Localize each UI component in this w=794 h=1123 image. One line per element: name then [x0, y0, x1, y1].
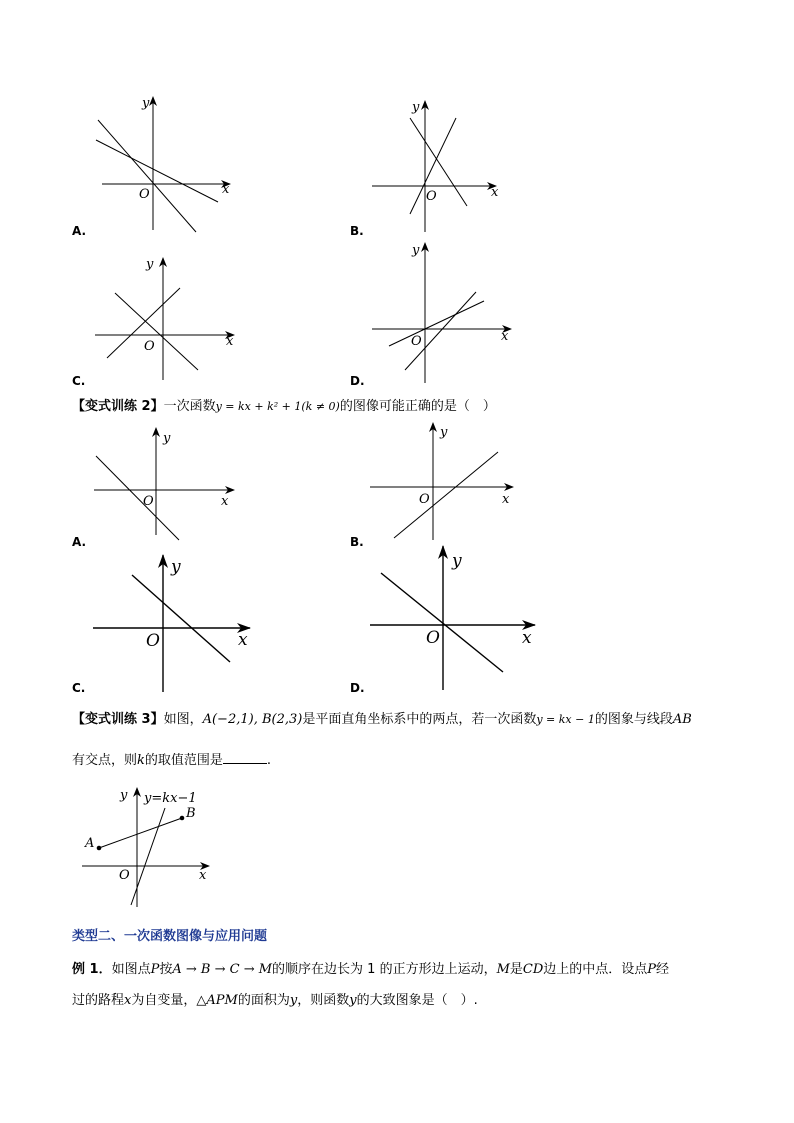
exercise2-text-after: 的图像可能正确的是（ ） — [339, 399, 496, 414]
b-label: B — [186, 806, 196, 821]
x-label: x — [238, 630, 248, 650]
option-b: B. — [350, 535, 364, 549]
exercise3-figure — [82, 788, 209, 907]
option-c: C. — [72, 374, 86, 388]
example1-text: 经 — [656, 962, 670, 977]
x-label: x — [222, 182, 230, 197]
answer-blank[interactable] — [223, 751, 267, 764]
exercise2-formula: y = kx + k² + 1(k ≠ 0) — [215, 400, 340, 413]
point-a — [97, 846, 102, 851]
option-a: A. — [72, 535, 87, 549]
y-label: y — [120, 788, 128, 803]
example1-text: 过的路程 — [72, 993, 125, 1008]
exercise3-formula: y = kx − 1 — [536, 713, 595, 726]
x-label: x — [226, 334, 234, 349]
y-label: y — [142, 96, 150, 111]
example1-text: 为自变量， — [131, 993, 197, 1008]
example1-text: 的顺序在边长为 1 的正方形边上运动， — [272, 962, 497, 977]
exercise3-points: A(−2,1), B(2,3) — [202, 712, 303, 727]
option-d: D. — [350, 681, 365, 695]
x-label: x — [522, 628, 532, 648]
function-line — [405, 292, 476, 370]
segment-ab — [99, 818, 182, 848]
x-label: x — [501, 329, 509, 344]
origin-label: O — [411, 334, 422, 349]
exercise3-label: 【变式训练 3】 — [72, 712, 164, 727]
a-label: A — [85, 836, 95, 851]
math-y: y — [349, 993, 357, 1008]
y-label: y — [412, 243, 420, 258]
example1-text: ，则函数 — [297, 993, 350, 1008]
y-label: y — [146, 257, 154, 272]
function-line — [115, 293, 198, 370]
exercise3-text: 的取值范围是 — [144, 753, 223, 768]
origin-label: O — [119, 868, 130, 883]
math-p: P — [150, 962, 160, 977]
math-cd: CD — [522, 962, 544, 977]
math-y: y — [289, 993, 298, 1008]
origin-label: O — [146, 631, 160, 651]
function-line — [131, 808, 165, 905]
function-line — [96, 140, 218, 202]
function-line — [381, 573, 503, 672]
example1-label: 例 1． — [72, 962, 112, 977]
function-line — [389, 301, 484, 346]
exercise3-segment: AB — [672, 712, 692, 727]
exercise2-label: 【变式训练 2】 — [72, 399, 164, 414]
function-line — [98, 120, 196, 232]
exercise3-text: 有交点，则 — [72, 753, 138, 768]
exercise3-text: . — [266, 753, 272, 768]
example1-line1 — [72, 963, 669, 976]
option-c: C. — [72, 681, 86, 695]
origin-label: O — [143, 494, 154, 509]
y-label: y — [452, 551, 462, 571]
example1-text: 边上的中点．设点 — [543, 962, 648, 977]
origin-label: O — [144, 339, 155, 354]
origin-label: O — [426, 189, 437, 204]
graph-2b — [370, 423, 513, 540]
exercise2-text: 一次函数 — [163, 399, 216, 414]
function-line — [394, 452, 498, 538]
y-label: y — [163, 431, 171, 446]
graph-1c — [95, 257, 234, 380]
origin-label: O — [419, 492, 430, 507]
x-label: x — [199, 868, 207, 883]
example1-text: 的大致图象是（ ）. — [356, 993, 478, 1008]
example1-line2 — [72, 994, 478, 1007]
origin-label: O — [139, 187, 150, 202]
y-label: y — [171, 557, 181, 577]
x-label: x — [221, 494, 229, 509]
option-b: B. — [350, 224, 364, 238]
exercise3-prompt-line2 — [72, 751, 271, 767]
function-line — [410, 118, 467, 206]
y-label: y — [440, 425, 448, 440]
math-x: x — [124, 993, 132, 1008]
exercise3-prompt-line1 — [72, 713, 692, 726]
math-m: M — [496, 962, 510, 977]
origin-label: O — [426, 628, 440, 648]
line-label: y=kx−1 — [144, 791, 197, 806]
y-label: y — [412, 100, 420, 115]
point-b — [180, 816, 185, 821]
section-heading: 类型二、一次函数图像与应用问题 — [72, 929, 268, 944]
graph-2c — [93, 555, 250, 692]
exercise2-prompt — [72, 400, 496, 413]
graph-1a — [96, 96, 230, 232]
example1-text: 的面积为 — [237, 993, 290, 1008]
x-label: x — [491, 185, 499, 200]
graph-2a — [94, 428, 234, 540]
option-d: D. — [350, 374, 365, 388]
function-line — [96, 456, 179, 540]
example1-text: 按 — [159, 962, 173, 977]
math-path: A → B → C → M — [172, 962, 273, 977]
exercise3-text: 的图象与线段 — [594, 712, 673, 727]
math-triangle: △APM — [196, 993, 238, 1008]
graph-1d — [372, 243, 511, 383]
math-p: P — [647, 962, 657, 977]
exercise3-text: 如图， — [163, 712, 203, 727]
exercise3-k: k — [137, 753, 145, 768]
example1-text: 如图点 — [111, 962, 151, 977]
example1-text: 是 — [509, 962, 523, 977]
exercise3-text: 是平面直角坐标系中的两点，若一次函数 — [302, 712, 537, 727]
x-label: x — [502, 492, 510, 507]
graph-1b — [372, 100, 499, 232]
option-a: A. — [72, 224, 87, 238]
graph-2d — [370, 546, 535, 690]
